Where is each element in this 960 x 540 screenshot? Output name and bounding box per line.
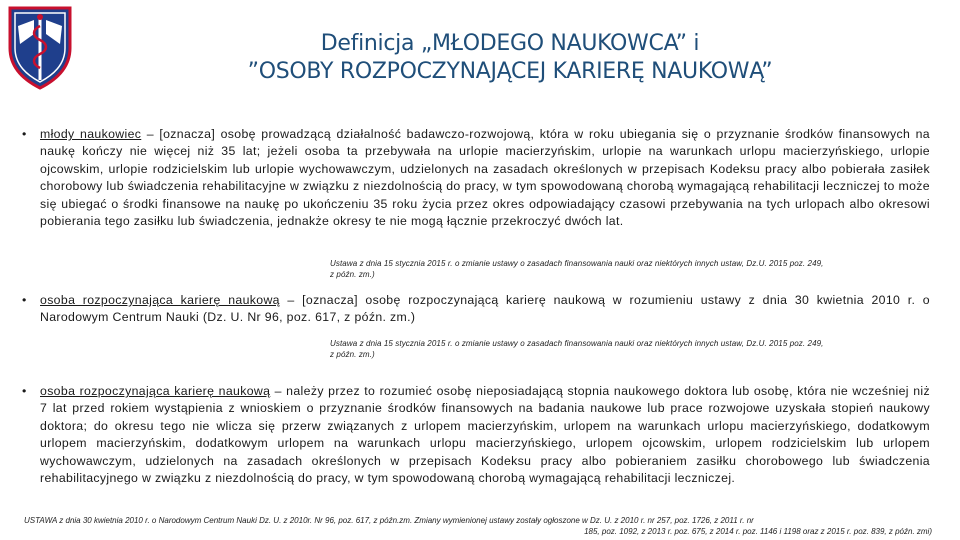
source-line-1: Ustawa z dnia 15 stycznia 2015 r. o zmianie ustawy o zasadach finansowania nauki oraz niektórych innych ustaw, Dz.U. 2015 poz. 249,: [330, 339, 824, 348]
definition-text: – należy przez to rozumieć osobę nieposiadającą stopnia naukowego doktora lub osobę, która nie wcześniej niż 7 lat przed rokiem wystąpienia z wnioskiem o przyznanie środków finansowych na badania naukowe lub prace rozwojowe uzyskała stopień naukowy doktora; do okresu tego nie wlicza się przerw związanych z urlopem macierzyńskim, urlopem na warunkach urlopu macierzyńskiego, dodatkowym urlopem macierzyńskim, dodatkowym urlopem na warunkach urlopu macierzyńskiego, urlopem ojcowskim, urlopem rodzicielskim lub urlopem wychowawczym, udzielonych na zasadach określonych w przepisach Kodeksu pracy albo pobieraniem zasiłku chorobowego lub świadczenia rehabilitacyjnego w związku z niezdolnością do pracy, w tym spowodowaną chorobą wymagającą rehabilitacji leczniczej.: [40, 384, 930, 486]
bullet-dot-icon: •: [22, 127, 27, 141]
definition-body: [40, 292, 930, 327]
definition-osoba-rozpoczynajaca-1: [22, 292, 930, 327]
bullet-dot-icon: •: [22, 384, 27, 398]
definition-body: [40, 126, 930, 230]
title-line-1: Definicja „MŁODEGO NAUKOWCA” i: [320, 31, 700, 56]
definition-term: młody naukowiec: [40, 127, 142, 141]
definition-mlody-naukowiec: [22, 126, 930, 230]
source-citation: [330, 258, 824, 280]
source-line-1: USTAWA z dnia 30 kwietnia 2010 r. o Narodowym Centrum Nauki Dz. U. z 2010r. Nr 96, poz. 617, z późn.zm. Zmiany wymienionej ustawy zostały ogłoszone w Dz. U. z 2010 r. nr 257, poz. 1726, z 2011 r. nr: [24, 516, 754, 525]
source-line-2: 185, poz. 1092, z 2013 r. poz. 675, z 2014 r. poz. 1146 i 1198 oraz z 2015 r. poz. 839, z późn. zmi): [584, 527, 932, 536]
page-title: [150, 30, 870, 86]
source-line-2: z późn. zm.): [330, 270, 375, 279]
definition-text: – [oznacza] osobę rozpoczynającą karierę naukową w rozumieniu ustawy z dnia 30 kwietnia 2010 r. o Narodowym Centrum Nauki (Dz. U. Nr 96, poz. 617, z późn. zm.): [40, 293, 930, 325]
definition-term: osoba rozpoczynająca karierę naukową: [40, 293, 280, 307]
source-citation-final: [24, 515, 932, 537]
source-line-1: Ustawa z dnia 15 stycznia 2015 r. o zmianie ustawy o zasadach finansowania nauki oraz niektórych innych ustaw, Dz.U. 2015 poz. 249,: [330, 259, 824, 268]
definition-body: [40, 383, 930, 487]
definition-term: osoba rozpoczynająca karierę naukową: [40, 384, 271, 398]
definition-text: – [oznacza] osobę prowadzącą działalność badawczo-rozwojową, która w roku ubiegania się o przyznanie środków finansowych na naukę kończy nie więcej niż 35 lat; jeżeli osoba ta przebywała na urlopie macierzyńskim, urlopie na warunkach urlopu macierzyńskiego, urlopie ojcowskim, urlopie rodzicielskim lub urlopie wychowawczym, udzielonych na zasadach określonych w przepisach Kodeksu pracy albo pobierała zasiłek chorobowy lub świadczenia rehabilitacyjne w związku z niezdolnością do pracy, w tym spowodowaną chorobą wymagającą rehabilitacji leczniczej to może się ubiegać o środki finansowe na naukę po ukończeniu 35 roku życia przez okres odpowiadający czasowi przebywania na tych urlopach albo okresowi pobierania tego zasiłku lub świadczenia, jednakże okresy te nie mogą łącznie przekroczyć dwóch lat.: [40, 127, 931, 229]
title-line-2: ”OSOBY ROZPOCZYNAJĄCEJ KARIERĘ NAUKOWĄ”: [247, 59, 773, 84]
caduceus-shield-logo-icon: [6, 4, 74, 90]
definition-osoba-rozpoczynajaca-2: [22, 383, 930, 487]
source-line-2: z późn. zm.): [330, 350, 375, 359]
bullet-dot-icon: •: [22, 293, 27, 307]
source-citation: [330, 338, 824, 360]
